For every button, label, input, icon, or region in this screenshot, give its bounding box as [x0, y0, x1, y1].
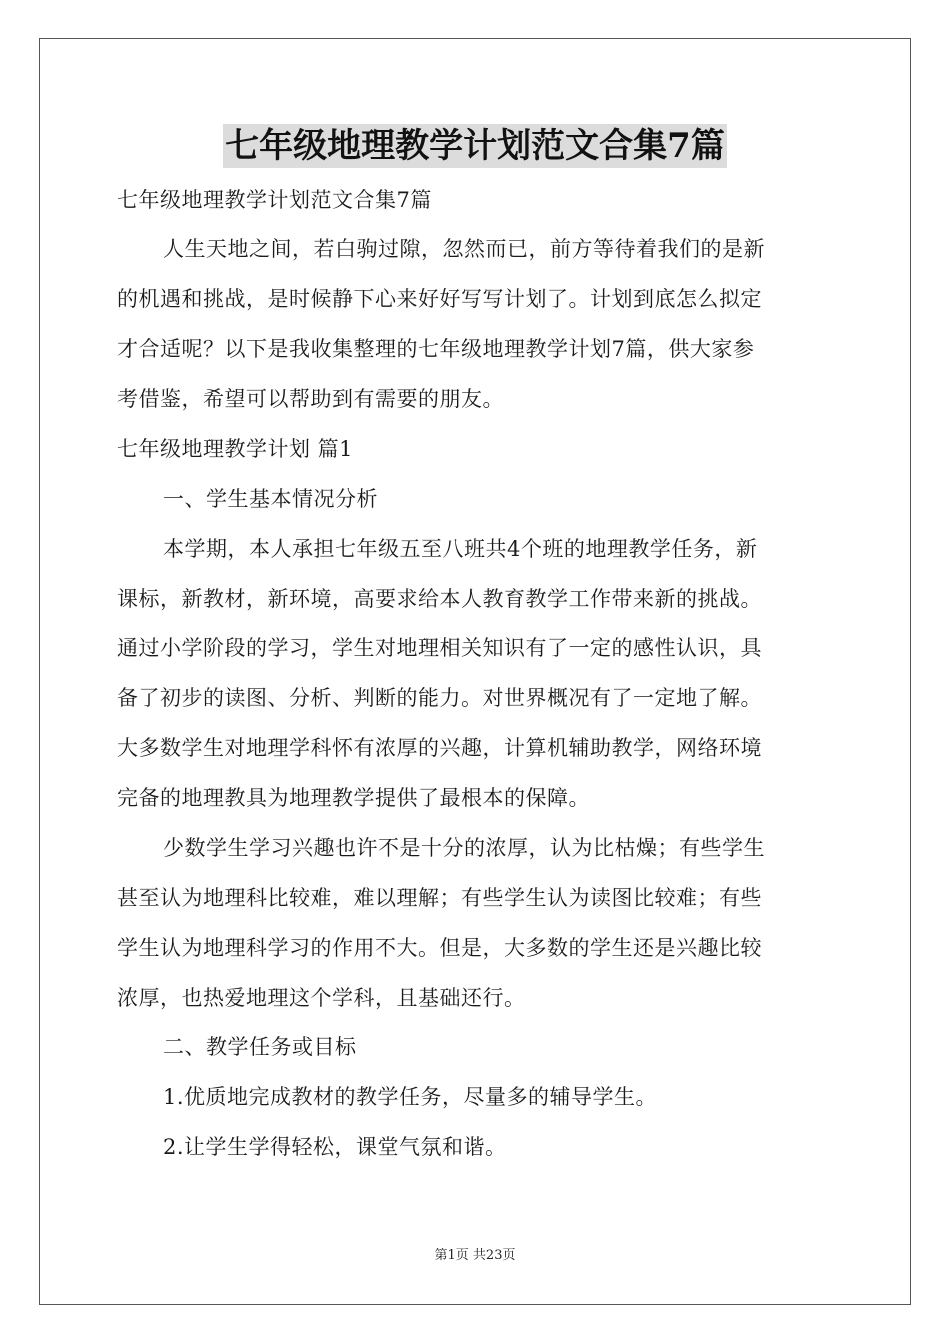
subtitle-line: 七年级地理教学计划范文合集7篇 [117, 188, 432, 212]
page-footer: 第1页 共23页 [434, 1248, 516, 1263]
body-paragraph-line: 本学期，本人承担七年级五至八班共4个班的地理教学任务，新 [163, 537, 758, 561]
body-paragraph-line: 浓厚，也热爱地理这个学科，且基础还行。 [117, 986, 526, 1010]
intro-paragraph-line: 考借鉴，希望可以帮助到有需要的朋友。 [117, 387, 504, 411]
body-paragraph-line: 甚至认为地理科比较难，难以理解；有些学生认为读图比较难；有些 [117, 886, 762, 910]
document-title: 七年级地理教学计划范文合集7篇 [225, 126, 725, 166]
section-heading: 七年级地理教学计划 篇1 [117, 437, 354, 461]
body-paragraph-line: 少数学生学习兴趣也许不是十分的浓厚，认为比枯燥；有些学生 [163, 836, 765, 860]
body-paragraph-line: 备了初步的读图、分析、判断的能力。对世界概况有了一定地了解。 [117, 686, 762, 710]
intro-paragraph-line: 人生天地之间，若白驹过隙，忽然而已，前方等待着我们的是新 [163, 237, 765, 261]
goal-item: 2.让学生学得轻松，课堂气氛和谐。 [163, 1135, 507, 1159]
body-paragraph-line: 通过小学阶段的学习，学生对地理相关知识有了一定的感性认识，具 [117, 636, 762, 660]
intro-paragraph-line: 才合适呢？以下是我收集整理的七年级地理教学计划7篇，供大家参 [117, 337, 755, 361]
body-paragraph-line: 学生认为地理科学习的作用不大。但是，大多数的学生还是兴趣比较 [117, 936, 762, 960]
subheading-student-analysis: 一、学生基本情况分析 [163, 487, 378, 511]
page-border [39, 38, 911, 1305]
intro-paragraph-line: 的机遇和挑战，是时候静下心来好好写写计划了。计划到底怎么拟定 [117, 287, 762, 311]
title-container [0, 124, 950, 168]
body-paragraph-line: 完备的地理教具为地理教学提供了最根本的保障。 [117, 786, 590, 810]
goal-item: 1.优质地完成教材的教学任务，尽量多的辅导学生。 [163, 1085, 658, 1109]
body-paragraph-line: 课标，新教材，新环境，高要求给本人教育教学工作带来新的挑战。 [117, 587, 762, 611]
subheading-teaching-goals: 二、教学任务或目标 [163, 1035, 357, 1059]
body-paragraph-line: 大多数学生对地理学科怀有浓厚的兴趣，计算机辅助教学，网络环境 [117, 736, 762, 760]
